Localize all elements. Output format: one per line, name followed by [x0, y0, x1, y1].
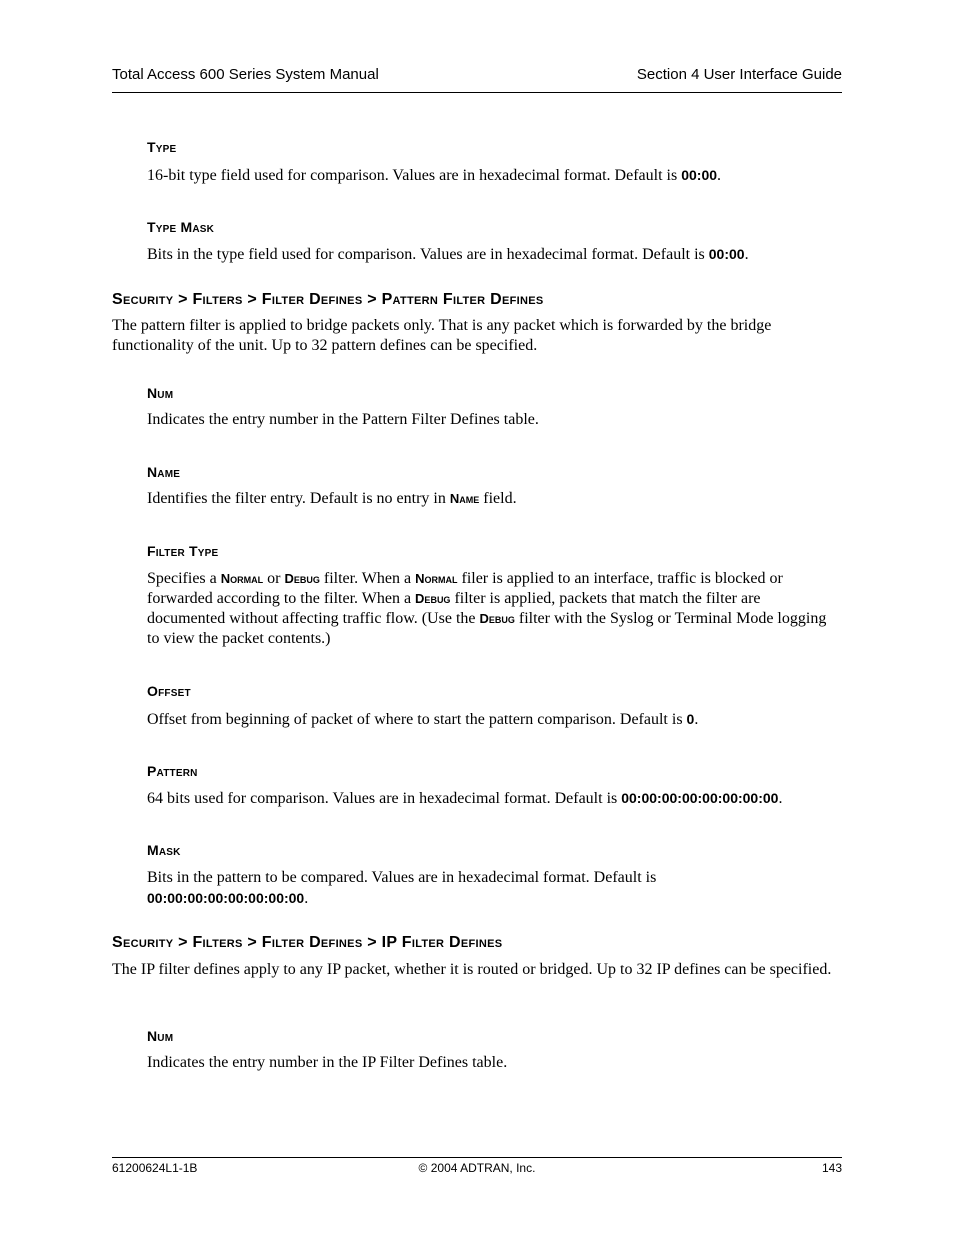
document-number: 61200624L1-1B [112, 1161, 198, 1175]
type-description: 16-bit type field used for comparison. Values are in hexadecimal format. Default is 00:00. [147, 167, 722, 184]
offset-description: Offset from beginning of packet of where to start the pattern comparison. Default is 0. [147, 711, 699, 728]
filter-type-heading: Filter Type [147, 543, 219, 559]
filter-type-description: Specifies a Normal or Debug filter. When a Normal filer is applied to an interface, traffic is blocked or forwarded according to the filter. When a Debug filter is applied, packets that match the filter are documented without affecting traffic flow. (Use the Debug filter with the Syslog or Terminal Mode logging to view the packet contents.) [147, 570, 827, 647]
pattern-filter-section-heading: Security > Filters > Filter Defines > Pattern Filter Defines [112, 291, 544, 308]
pattern-description: 64 bits used for comparison. Values are in hexadecimal format. Default is 00:00:00:00:00:00:00:00. [147, 790, 783, 807]
copyright: © 2004 ADTRAN, Inc. [418, 1161, 536, 1175]
type-heading: Type [147, 139, 177, 155]
section-title: Section 4 User Interface Guide [636, 66, 842, 83]
ip-num-heading: Num [147, 1028, 174, 1044]
ip-filter-section-description: The IP filter defines apply to any IP packet, whether it is routed or bridged. Up to 32 IP defines can be specified. [112, 961, 832, 978]
name-description: Identifies the filter entry. Default is no entry in Name field. [147, 490, 517, 507]
manual-title: Total Access 600 Series System Manual [112, 66, 379, 83]
ip-num-description: Indicates the entry number in the IP Filter Defines table. [147, 1054, 508, 1071]
num-heading: Num [147, 385, 174, 401]
page-header [112, 64, 842, 93]
num-description: Indicates the entry number in the Pattern Filter Defines table. [147, 411, 539, 428]
page-number: 143 [821, 1161, 842, 1175]
ip-filter-section-heading: Security > Filters > Filter Defines > IP Filter Defines [112, 934, 503, 951]
pattern-heading: Pattern [147, 763, 198, 779]
type-mask-heading: Type Mask [147, 219, 215, 235]
offset-heading: Offset [147, 683, 191, 699]
mask-description: Bits in the pattern to be compared. Values are in hexadecimal format. Default is 00:00:00:00:00:00:00:00. [147, 869, 657, 907]
name-heading: Name [147, 464, 181, 480]
mask-heading: Mask [147, 842, 181, 858]
type-mask-description: Bits in the type field used for comparison. Values are in hexadecimal format. Default is 00:00. [147, 246, 749, 263]
page-footer [112, 1157, 842, 1175]
pattern-filter-section-description: The pattern filter is applied to bridge packets only. That is any packet which is forwarded by the bridge functionality of the unit. Up to 32 pattern defines can be specified. [112, 317, 772, 354]
